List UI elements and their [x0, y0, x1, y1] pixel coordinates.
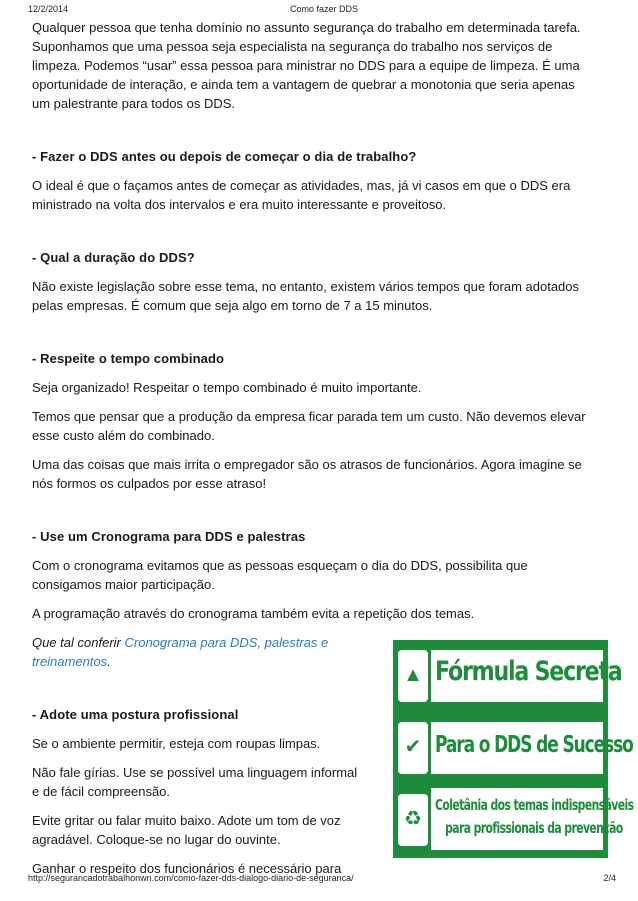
section-posture-paragraph-1: Se o ambiente permitir, esteja com roupas limpas.	[32, 736, 321, 751]
banner-tagline-line-1: Coletânia dos temas indispensáveis	[435, 796, 634, 814]
promo-banner-image[interactable]	[393, 640, 634, 858]
section-schedule-paragraph-2: A programação através do cronograma também evita a repetição dos temas.	[32, 606, 475, 621]
section-schedule-paragraph-3	[32, 633, 332, 671]
section-posture-paragraph-2: Não fale gírias. Use se possível uma linguagem informal e de fácil compreensão.	[32, 765, 358, 799]
flame-icon: ▲	[403, 664, 423, 686]
page-footer	[28, 873, 616, 887]
section-posture-paragraph-4: Ganhar o respeito dos funcionários é necessário para	[32, 861, 342, 876]
section-heading-posture: - Adote uma postura profissional	[32, 707, 239, 722]
section-respect-paragraph-2: Temos que pensar que a produção da empresa ficar parada tem um custo. Não devemos elevar esse custo além do combinado.	[32, 409, 586, 443]
header-title: Como fazer DDS	[289, 4, 359, 14]
footer-url[interactable]: http://segurancadotrabalhonwn.com/como-fazer-dds-dialogo-diario-de-seguranca/	[28, 873, 354, 883]
section-duration-paragraph: Não existe legislação sobre esse tema, no entanto, existem vários tempos que foram adotados pelas empresas. É comum que seja algo em torno de 7 a 15 minutos.	[32, 279, 580, 313]
banner-icon-box-1	[398, 650, 428, 702]
section-heading-timing: - Fazer o DDS antes ou depois de começar o dia de trabalho?	[32, 149, 417, 164]
check-badge-icon: ✔	[404, 736, 422, 758]
banner-subtitle: Para o DDS de Sucesso	[435, 732, 633, 758]
section-schedule-paragraph-1: Com o cronograma evitamos que as pessoas esqueçam o dia do DDS, possibilita que consigamos maior participação.	[32, 558, 528, 592]
banner-tagline	[435, 794, 633, 840]
banner-icon-box-2	[398, 722, 428, 774]
banner-row-1	[393, 640, 622, 712]
section-heading-duration: - Qual a duração do DDS?	[32, 250, 195, 265]
header-date: 12/2/2014	[28, 4, 69, 14]
section-timing-paragraph: O ideal é que o façamos antes de começar as atividades, mas, já vi casos em que o DDS era ministrado na volta dos intervalos e era muito interessante e proveitoso.	[32, 178, 571, 212]
banner-sub-box	[431, 788, 634, 850]
banner-title-box-2	[431, 722, 633, 774]
banner-tagline-line-2: para profissionais da prevenção	[445, 819, 623, 837]
page-header	[28, 4, 620, 18]
section-heading-respect-time: - Respeite o tempo combinado	[32, 351, 225, 366]
section-heading-schedule: - Use um Cronograma para DDS e palestras	[32, 529, 306, 544]
intro-paragraph: Qualquer pessoa que tenha domínio no assunto segurança do trabalho em determinada tarefa. Suponhamos que uma pessoa seja especialista na segurança do trabalho nos serviços de limpeza. Podemos “usar” essa pessoa para ministrar no DDS para a equipe de limpeza. É uma oportunidade de interação, e ainda tem a vantagem de quebrar a monotonia que seria apenas um palestrante para todos os DDS.	[32, 20, 581, 111]
banner-icon-box-3	[398, 794, 428, 846]
schedule-link-suffix: .	[107, 654, 111, 669]
recycle-icon: ♻	[404, 808, 422, 830]
schedule-link-prefix: Que tal conferir	[32, 635, 125, 650]
banner-row-2	[393, 712, 633, 784]
banner-title-box-1	[431, 650, 622, 702]
section-respect-paragraph-3: Uma das coisas que mais irrita o empregador são os atrasos de funcionários. Agora imagine se nós formos os culpados por esse atraso!	[32, 457, 582, 491]
schedule-link[interactable]: Cronograma para DDS, palestras e treinamentos	[32, 635, 329, 669]
section-respect-paragraph-1: Seja organizado! Respeitar o tempo combinado é muito importante.	[32, 380, 422, 395]
page-number: 2/4	[603, 873, 616, 883]
banner-row-3	[393, 784, 634, 858]
section-posture-paragraph-3: Evite gritar ou falar muito baixo. Adote um tom de voz agradável. Coloque-se no lugar do ouvinte.	[32, 813, 341, 847]
banner-title: Fórmula Secreta	[435, 656, 622, 687]
